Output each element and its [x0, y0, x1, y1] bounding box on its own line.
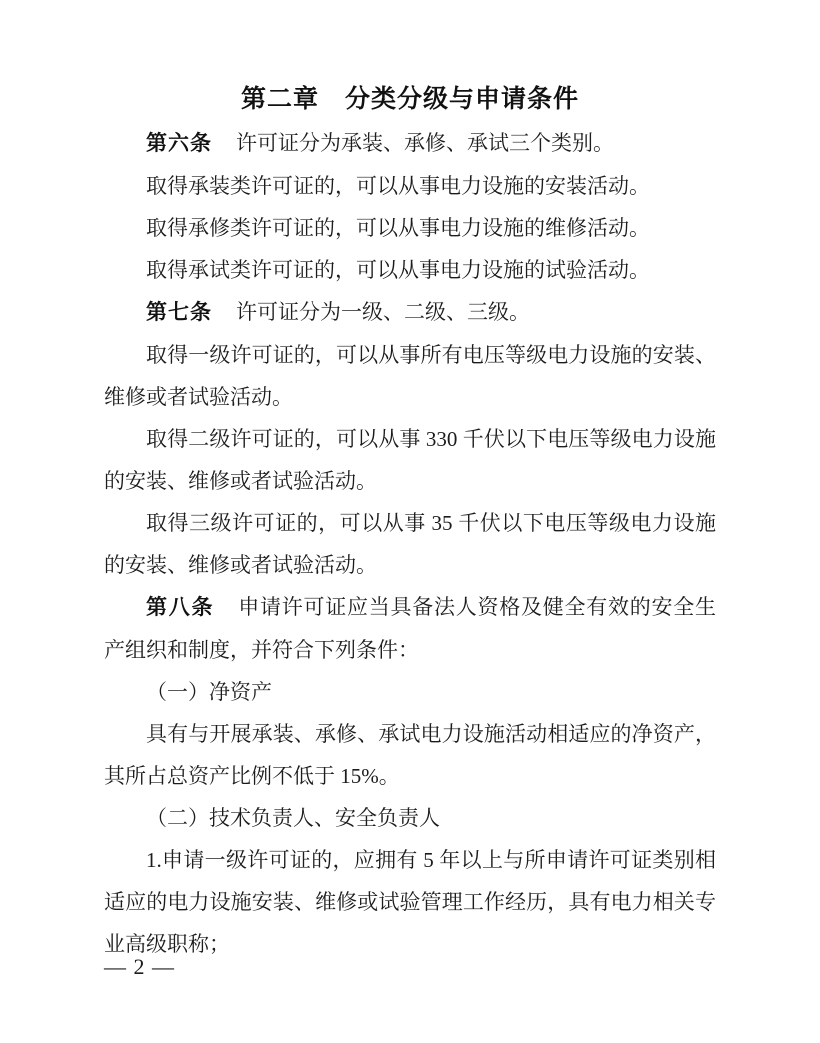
paragraph-text: 取得承装类许可证的，可以从事电力设施的安装活动。: [146, 174, 650, 198]
page-number: — 2 —: [104, 954, 175, 979]
paragraph-text: 许可证分为承装、承修、承试三个类别。: [236, 131, 614, 155]
paragraph: [104, 334, 716, 418]
paragraph: [104, 797, 716, 839]
paragraph-text: 申请许可证应当具备法人资格及健全有效的安全生产组织和制度，并符合下列条件：: [104, 595, 716, 662]
article-number: 第八条: [146, 596, 215, 619]
paragraph-text: （二）技术负责人、安全负责人: [146, 806, 440, 830]
article-number: 第七条: [146, 301, 212, 324]
paragraph: [104, 122, 716, 165]
paragraph: [104, 207, 716, 249]
paragraph: [104, 839, 716, 965]
paragraph: [104, 249, 716, 291]
paragraph-text: 许可证分为一级、二级、三级。: [236, 300, 530, 324]
paragraph-text: （一）净资产: [146, 680, 272, 704]
document-body: [104, 122, 716, 965]
paragraph: [104, 586, 716, 671]
paragraph-text: 取得二级许可证的，可以从事 330 千伏以下电压等级电力设施的安装、维修或者试验活动。: [104, 427, 716, 493]
paragraph: [104, 502, 716, 586]
paragraph-text: 取得一级许可证的，可以从事所有电压等级电力设施的安装、维修或者试验活动。: [104, 343, 716, 409]
article-number: 第六条: [146, 132, 212, 155]
paragraph-text: 取得三级许可证的，可以从事 35 千伏以下电压等级电力设施的安装、维修或者试验活动。: [104, 511, 716, 577]
paragraph-text: 取得承修类许可证的，可以从事电力设施的维修活动。: [146, 216, 650, 240]
paragraph: [104, 713, 716, 797]
paragraph: [104, 418, 716, 502]
paragraph-text: 1.申请一级许可证的，应拥有 5 年以上与所申请许可证类别相适应的电力设施安装、维修或试验管理工作经历，具有电力相关专业高级职称；: [104, 848, 716, 956]
paragraph-text: 具有与开展承装、承修、承试电力设施活动相适应的净资产，其所占总资产比例不低于 15%。: [104, 722, 716, 788]
chapter-heading: 第二章 分类分级与申请条件: [240, 85, 579, 113]
paragraph: [104, 671, 716, 713]
paragraph: [104, 291, 716, 334]
paragraph: [104, 165, 716, 207]
paragraph-text: 取得承试类许可证的，可以从事电力设施的试验活动。: [146, 258, 650, 282]
